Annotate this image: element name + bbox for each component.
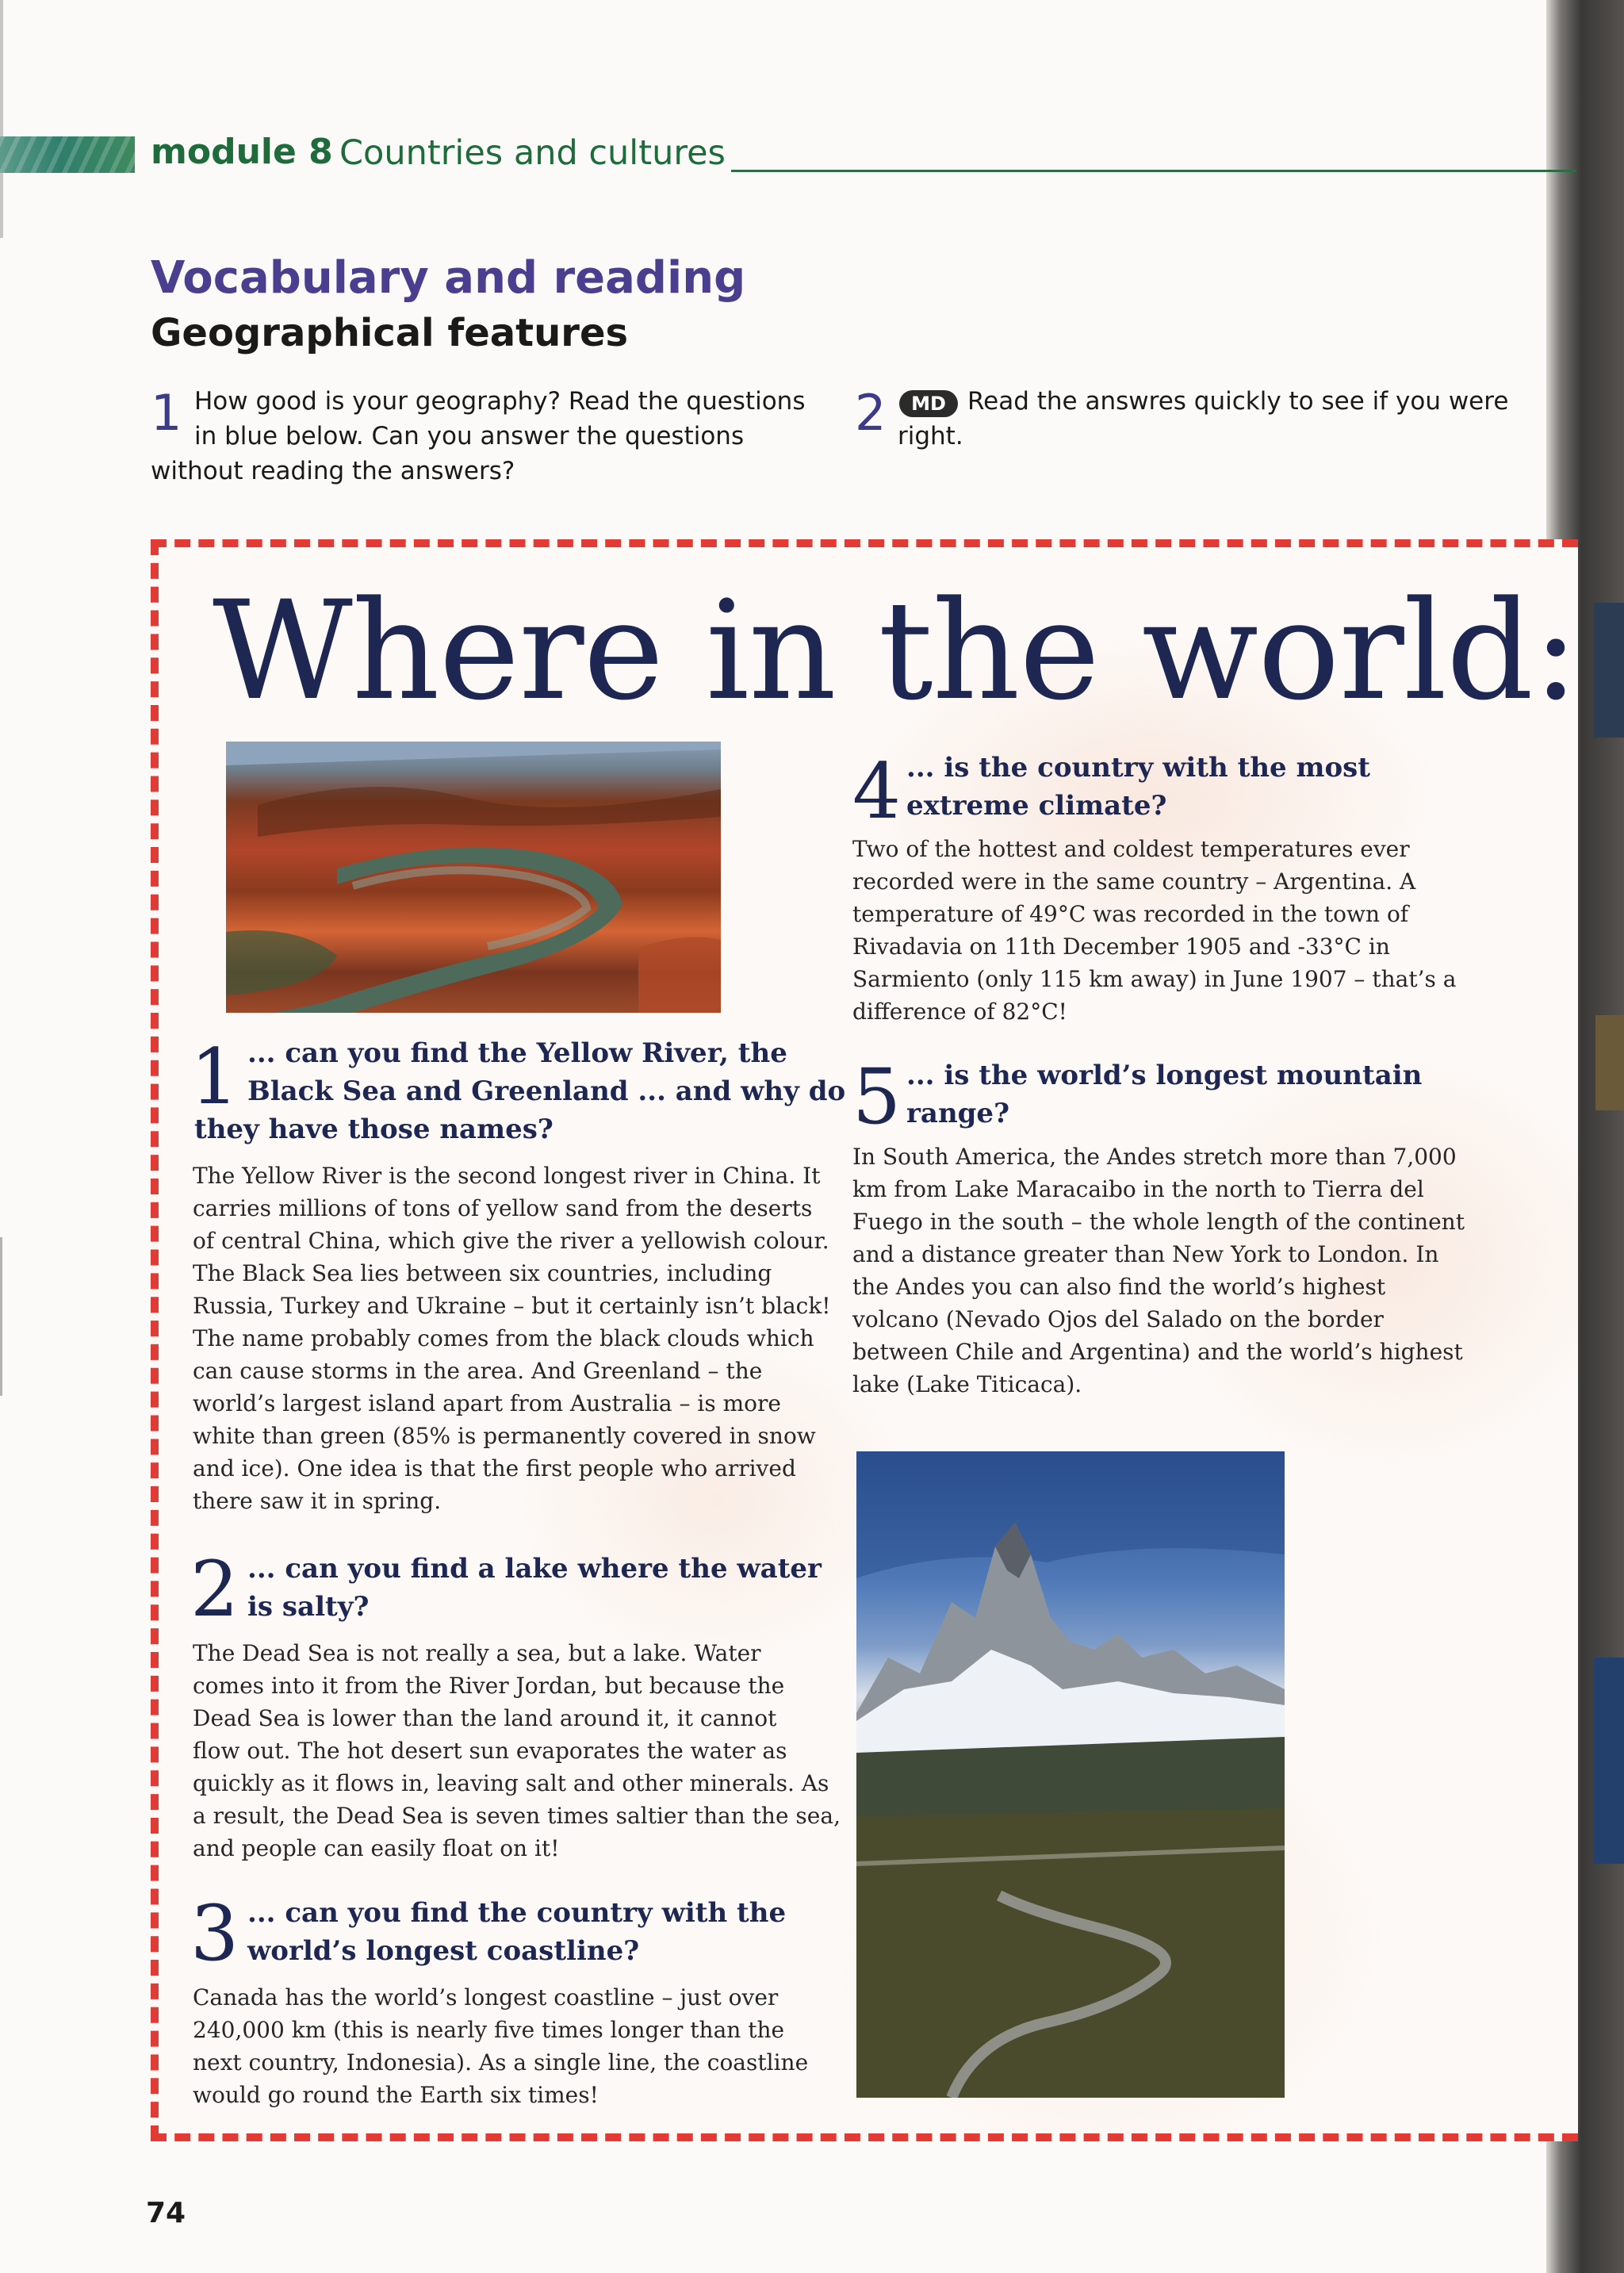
module-title: Countries and cultures [339,133,726,173]
question-heading: range? [906,1098,1009,1129]
module-label: module 8 [151,132,333,172]
answer-text: The Dead Sea is not really a sea, but a lake. Water comes into it from the River Jordan, but because the Dead Sea is lower than the land around it, it cannot flow out. The hot desert sun evaporates the water as quickly as it flows in, leaving salt and other minerals. As a result, the Dead Sea is seven times saltier than the sea, and people can easily float on it! [193,1640,841,1861]
question-heading: ... is the country with the most [906,752,1371,784]
quiz-title: Where in the world: [213,571,1578,730]
question-heading: ... can you find the country with the [247,1897,787,1929]
question-heading: ... can you find a lake where the water [247,1553,822,1585]
answer-text: Two of the hottest and coldest temperatures ever recorded were in the same country – Argentina. A temperature of 49°C was recorded in the town of Rivadavia on 11th December 1905 and -33°C in Sarmiento (only 115 km away) in June 1907 – that’s a difference of 82°C! [852,836,1457,1025]
page-number: 74 [146,2197,186,2229]
question-heading: Black Sea and Greenland ... and why do [247,1075,846,1107]
question-heading: ... can you find the Yellow River, the [247,1037,787,1069]
question-heading: is salty? [247,1591,370,1623]
exercise-instruction: right. [898,422,963,450]
exercise-instruction: Read the answres quickly to see if you were [967,387,1509,416]
question-number: 4 [852,747,902,836]
module-header-image [0,136,135,173]
question-heading: they have those names? [194,1114,553,1145]
question-heading: ... is the world’s longest mountain [906,1060,1423,1091]
next-page-edge [1594,1658,1624,1864]
binding-mark [0,0,3,238]
mountain-icon [856,1451,1285,2098]
exercise-instruction: in blue below. Can you answer the questions [194,422,745,450]
audio-badge: MD [899,390,958,417]
answer-text: Canada has the world’s longest coastline – just over 240,000 km (this is nearly five times longer than the next country, Indonesia). As a single line, the coastline would go round the Earth six times! [193,1984,809,2108]
exercise-instruction: How good is your geography? Read the questions [194,387,806,416]
question-heading: extreme climate? [906,790,1167,822]
question-number: 5 [852,1052,902,1141]
header-rule [731,170,1576,172]
andes-mountain-photo [856,1451,1285,2098]
next-page-edge [1594,603,1624,738]
yellow-river-photo [226,742,721,1013]
exercise-number: 1 [151,384,182,442]
section-subtitle: Geographical features [151,311,629,355]
question-heading: world’s longest coastline? [247,1935,640,1967]
binding-mark [0,1237,2,1396]
exercise-number: 2 [855,384,887,442]
question-number: 3 [190,1889,239,1978]
exercise-instruction: without reading the answers? [151,457,515,485]
question-number: 2 [190,1545,239,1634]
section-title: Vocabulary and reading [151,252,746,304]
next-page-edge [1595,1015,1624,1110]
question-number: 1 [190,1033,239,1121]
river-icon [226,742,721,1013]
answer-text: The Yellow River is the second longest river in China. It carries millions of tons of yellow sand from the deserts of central China, which give the river a yellowish colour. The Black Sea lies between six countries, including Russia, Turkey and Ukraine – but it certainly isn’t black! The name probably comes from the black clouds which can cause storms in the area. And Greenland – the world’s largest island apart from Australia – is more white than green (85% is permanently covered in snow and ice). One idea is that the first people who arrived there saw it in spring. [193,1163,831,1514]
answer-text: In South America, the Andes stretch more than 7,000 km from Lake Maracaibo in the north to Tierra del Fuego in the south – the whole length of the continent and a distance greater than New York to London. In the Andes you can also find the world’s highest volcano (Nevado Ojos del Salado on the border between Chile and Argentina) and the world’s highest lake (Lake Titicaca). [852,1144,1465,1397]
